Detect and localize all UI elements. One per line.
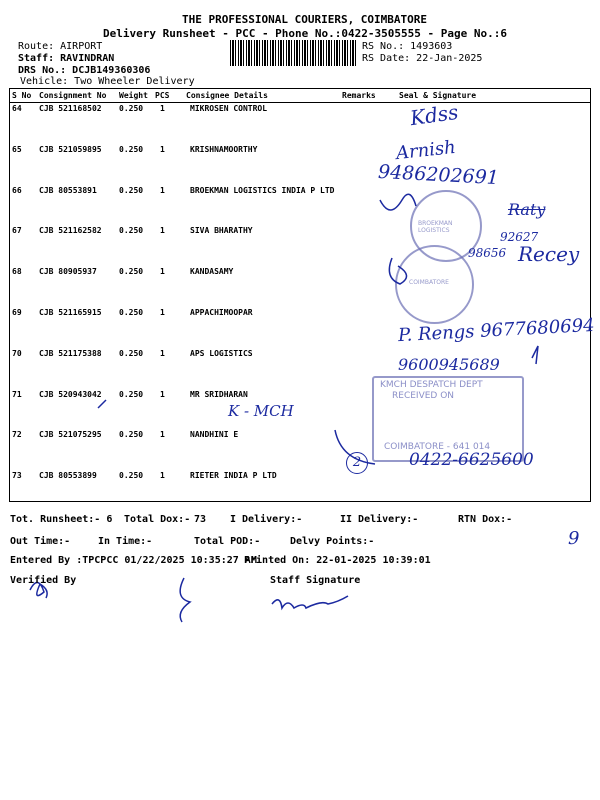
col-header-consignment: Consignment No	[39, 91, 107, 100]
table-row	[0, 104, 600, 145]
row-weight: 0.250	[119, 144, 144, 154]
row-pcs: 1	[160, 144, 165, 154]
handwriting-margin-mark: 9	[568, 528, 580, 549]
row-sno: 72	[12, 430, 22, 440]
handwriting-row70: 9600945689	[398, 355, 500, 374]
handwriting-row67-sig: Recey	[518, 242, 580, 266]
staff-signature-ink	[272, 596, 348, 608]
rtn-dox: RTN Dox:-	[458, 514, 513, 525]
col-header-pcs: PCS	[155, 91, 170, 100]
printed-on: Printed On: 22-01-2025 10:39:01	[244, 555, 431, 566]
rs-date: RS Date: 22-Jan-2025	[362, 53, 483, 64]
row-sno: 67	[12, 226, 22, 236]
runsheet-subtitle: Delivery Runsheet - PCC - Phone No.:0422-3505555 - Page No.:6	[103, 27, 507, 40]
row-consignment: CJB 80553899	[39, 471, 97, 481]
round-stamp-2-text: COIMBATORE	[409, 279, 449, 286]
row-pcs: 1	[160, 389, 165, 399]
row-weight: 0.250	[119, 471, 144, 481]
row-consignment: CJB 521059895	[39, 144, 102, 154]
col-header-weight: Weight	[119, 91, 148, 100]
center-signature	[180, 578, 190, 622]
handwriting-row73-circle: 2	[346, 452, 368, 474]
row-pcs: 1	[160, 267, 165, 277]
row-pcs: 1	[160, 226, 165, 236]
total-dox-label: Total Dox:-	[124, 514, 191, 525]
row-consignee: RIETER INDIA P LTD	[190, 471, 277, 481]
staff: Staff: RAVINDRAN	[18, 53, 115, 64]
handwriting-row69: P. Rengs 9677680694	[397, 314, 596, 347]
handwriting-row64: Kdss	[408, 99, 460, 131]
row-consignment: CJB 521165915	[39, 308, 102, 317]
col-header-remarks: Remarks	[342, 91, 376, 100]
row-weight: 0.250	[119, 348, 144, 358]
row-weight: 0.250	[119, 308, 144, 317]
table-row	[0, 471, 600, 512]
entered-by: Entered By :TPCPCC 01/22/2025 10:35:27 AM	[10, 555, 257, 566]
round-stamp-1-text: BROEKMAN LOGISTICS	[418, 220, 453, 234]
table-row	[0, 267, 600, 308]
handwriting-row66: Raty	[508, 200, 546, 219]
row-consignment: CJB 521162582	[39, 226, 102, 236]
row-consignee: KANDASAMY	[190, 267, 234, 277]
row-sno: 66	[12, 185, 22, 195]
row-weight: 0.250	[119, 430, 144, 440]
row-consignment: CJB 520943042	[39, 389, 102, 399]
row-pcs: 1	[160, 348, 165, 358]
handwriting-row67-num2: 98656	[468, 246, 507, 260]
row-consignment: CJB 521075295	[39, 430, 102, 440]
dispatch-stamp-line1: KMCH DESPATCH DEPT	[380, 380, 483, 390]
row-sno: 73	[12, 471, 22, 481]
staff-signature-label: Staff Signature	[270, 575, 361, 586]
dispatch-stamp-line3: COIMBATORE - 641 014	[384, 442, 491, 452]
handwriting-row65-name: Arnish	[395, 136, 457, 165]
out-time: Out Time:-	[10, 536, 71, 547]
row-consignee: KRISHNAMOORTHY	[190, 144, 258, 154]
dispatch-stamp-line2: RECEIVED ON	[392, 391, 455, 401]
handwriting-row65-phone: 9486202691	[377, 160, 500, 190]
row-consignee: APS LOGISTICS	[190, 348, 253, 358]
delvy-points: Delvy Points:-	[290, 536, 375, 547]
route: Route: AIRPORT	[18, 41, 103, 52]
row-weight: 0.250	[119, 104, 144, 113]
row-sno: 70	[12, 348, 22, 358]
row-consignee: BROEKMAN LOGISTICS INDIA P LTD	[190, 185, 335, 195]
col-header-sno: S No	[12, 91, 32, 100]
col-header-consignee: Consignee Details	[186, 91, 268, 100]
row-pcs: 1	[160, 185, 165, 195]
row-consignment: CJB 521168502	[39, 104, 102, 113]
row-sno: 71	[12, 389, 22, 399]
ii-delivery: II Delivery:-	[340, 514, 419, 525]
row-sno: 65	[12, 144, 22, 154]
vehicle: Vehicle: Two Wheeler Delivery	[20, 76, 195, 87]
handwriting-row71: K - MCH	[228, 402, 294, 420]
total-runsheet: Tot. Runsheet:- 6	[10, 514, 113, 525]
barcode	[230, 40, 358, 66]
handwriting-row72: 0422-6625600	[409, 450, 534, 470]
table-top-rule	[9, 88, 591, 89]
row-pcs: 1	[160, 430, 165, 440]
total-dox-value: 73	[194, 514, 207, 525]
row-pcs: 1	[160, 471, 165, 481]
round-stamp-2	[395, 245, 474, 324]
row-consignee: APPACHIMOOPAR	[190, 308, 253, 317]
row-weight: 0.250	[119, 389, 144, 399]
handwriting-row67-num: 92627	[500, 230, 539, 244]
table-header-rule	[9, 102, 591, 103]
i-delivery: I Delivery:-	[230, 514, 303, 525]
verified-by: Verified By	[10, 575, 77, 586]
row-weight: 0.250	[119, 185, 144, 195]
col-header-seal: Seal & Signature	[399, 91, 477, 100]
row-sno: 69	[12, 308, 22, 317]
row-consignee: MIKROSEN CONTROL	[190, 104, 268, 113]
row-pcs: 1	[160, 308, 165, 317]
drs-number: DRS No.: DCJB149360306	[18, 65, 151, 76]
row-weight: 0.250	[119, 267, 144, 277]
row-consignee: MR SRIDHARAN	[190, 389, 248, 399]
row-consignment: CJB 80553891	[39, 185, 97, 195]
row-sno: 68	[12, 267, 22, 277]
row-consignee: SIVA BHARATHY	[190, 226, 253, 236]
rs-number: RS No.: 1493603	[362, 41, 453, 52]
company-title: THE PROFESSIONAL COURIERS, COIMBATORE	[182, 13, 428, 26]
row-pcs: 1	[160, 104, 165, 113]
row-weight: 0.250	[119, 226, 144, 236]
total-pod: Total POD:-	[194, 536, 261, 547]
in-time: In Time:-	[98, 536, 153, 547]
row-sno: 64	[12, 104, 22, 113]
row-consignment: CJB 521175388	[39, 348, 102, 358]
row-consignment: CJB 80905937	[39, 267, 97, 277]
row-consignee: NANDHINI E	[190, 430, 239, 440]
table-row	[0, 145, 600, 186]
